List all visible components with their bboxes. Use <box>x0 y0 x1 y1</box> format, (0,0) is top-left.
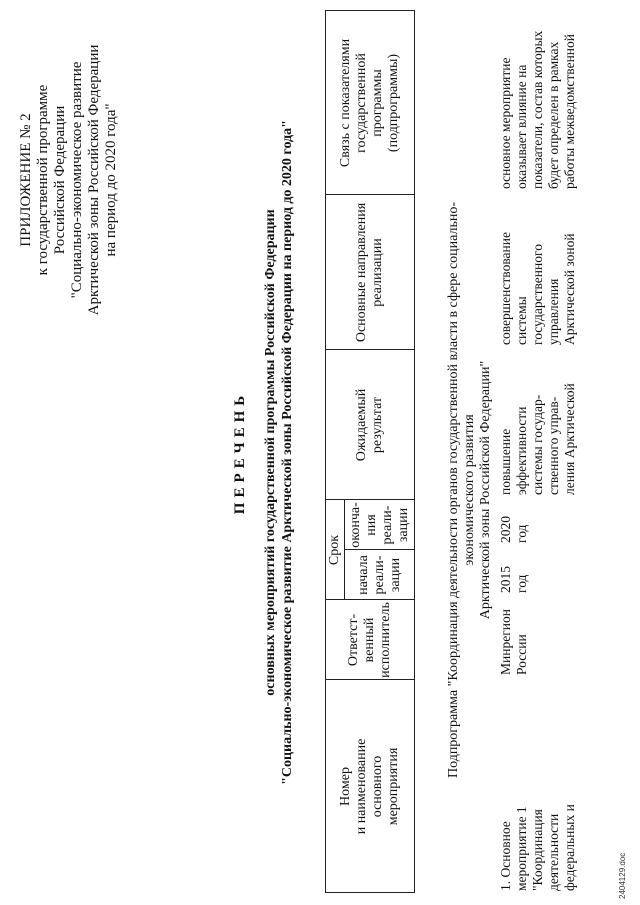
row1-link: основное мероприятие оказывает влияние на показатели, состав которых будет определен в рамках работы межведомственной <box>498 30 577 189</box>
header-link: Связь с показателями государственной программы (подпрограммы) <box>338 38 401 168</box>
appendix-line: Арктической зоны Российской Федерации <box>86 44 102 316</box>
header-start: начала реали- зации <box>355 555 403 595</box>
document-id: 2404129.doc <box>618 852 627 899</box>
appendix-line: Российской Федерации <box>52 105 68 255</box>
row1-number: 1. Основное мероприятие 1 "Координация деятельности федеральных и <box>498 804 577 891</box>
appendix-line: на период до 2020 года" <box>103 103 119 257</box>
row1-directions: совершенствование системы государственного управления Арктической зоной <box>498 232 577 345</box>
appendix-line: "Социально-экономическое развитие <box>69 61 85 299</box>
header-result: Ожидаемый результат <box>354 388 385 462</box>
table-header-bottom-border <box>414 10 415 893</box>
appendix-block <box>18 0 120 365</box>
header-directions: Основные направления реализации <box>354 202 385 343</box>
row1-start: 2015 год <box>498 566 529 593</box>
header-executor: Ответст- венный исполнитель <box>346 602 393 678</box>
row1-end: 2020 год <box>498 516 529 543</box>
document-title: ПЕРЕЧЕНЬ <box>232 390 248 515</box>
header-number: Номер и наименование основного мероприятия <box>338 738 401 835</box>
header-end: оконча- ния реали- зации <box>347 502 411 548</box>
header-term: Срок <box>327 534 342 566</box>
row1-executor: Минрегион России <box>498 609 529 675</box>
subtitle-line: основных мероприятий государственной программы Российской Федерации <box>263 209 278 696</box>
subtitle-line: "Социально-экономическое развитие Арктической зоны Российской Федерации на период до 2020 года" <box>280 120 295 785</box>
appendix-line: ПРИЛОЖЕНИЕ № 2 <box>18 113 34 247</box>
document-subtitle <box>262 0 296 905</box>
appendix-line: к государственной программе <box>35 84 51 276</box>
row1-result: повышение эффективности системы государ- ственного управ- ления Арктической <box>498 383 577 495</box>
subprogram-heading: Подпрограмма "Координация деятельности органов государственной власти в сфере социально-экономического развития Арктической зоны Российской Федерации" <box>446 201 493 779</box>
